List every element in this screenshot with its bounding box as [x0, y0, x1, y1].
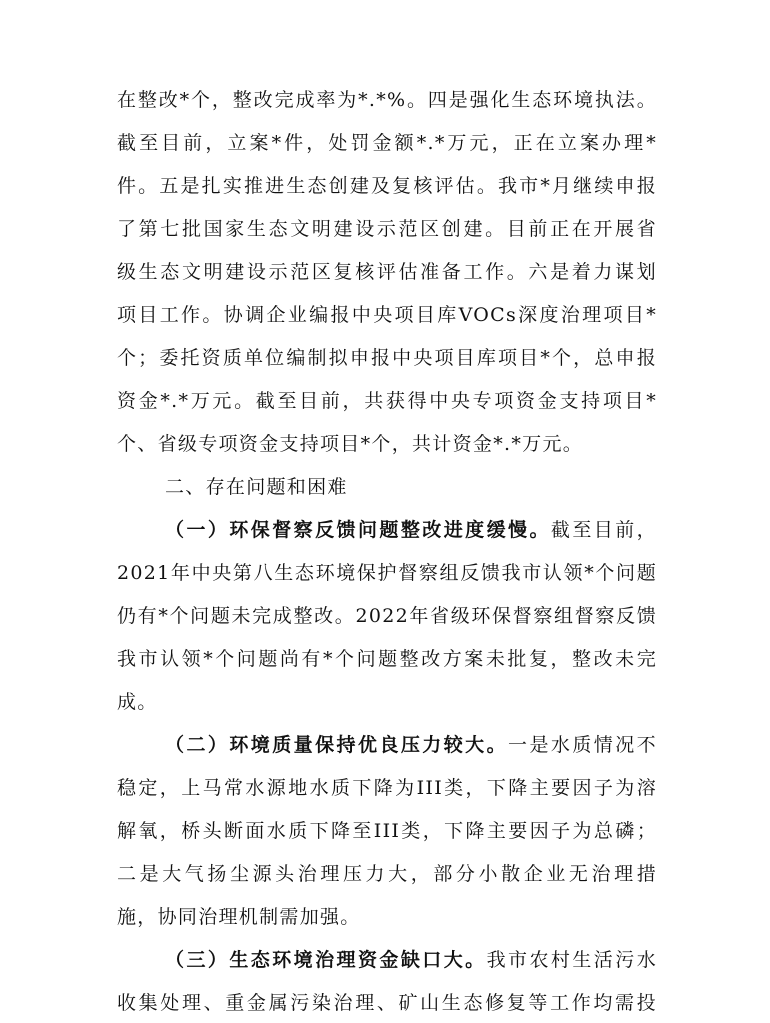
- text-line: 收集处理、重金属污染治理、矿山生态修复等工作均需投: [117, 992, 657, 1014]
- text-line: 截至目前，立案*件，处罚金额*.*万元，正在立案办理*: [117, 132, 657, 154]
- section-heading: 二、存在问题和困难: [165, 476, 348, 498]
- text-line: 仍有*个问题未完成整改。2022年省级环保督察组督察反馈: [117, 605, 657, 627]
- text-line: 2021年中央第八生态环境保护督察组反馈我市认领*个问题: [117, 562, 657, 584]
- text-line: 二是大气扬尘源头治理压力大，部分小散企业无治理措: [117, 863, 657, 885]
- paragraph-first-line: [165, 725, 657, 765]
- text-line: 在整改*个，整改完成率为*.*%。四是强化生态环境执法。: [117, 89, 657, 111]
- paragraph-lead: 一是水质情况不: [508, 734, 657, 756]
- text-line: 解氧，桥头断面水质下降至III类，下降主要因子为总磷；: [117, 820, 657, 842]
- text-line: 稳定，上马常水源地水质下降为III类，下降主要因子为溶: [117, 777, 657, 799]
- text-line: 项目工作。协调企业编报中央项目库VOCs深度治理项目*: [117, 304, 657, 326]
- text-line: 施，协同治理机制需加强。: [117, 906, 361, 928]
- paragraph-lead: 我市农村生活污水: [486, 949, 657, 971]
- paragraph-first-line: [165, 510, 657, 550]
- paragraph-heading: （一）环保督察反馈问题整改进度缓慢。: [165, 519, 551, 541]
- text-line: 个；委托资质单位编制拟申报中央项目库项目*个，总申报: [117, 347, 657, 369]
- paragraph-lead: 截至目前，: [550, 519, 657, 541]
- paragraph-heading: （二）环境质量保持优良压力较大。: [165, 734, 509, 756]
- text-line: 成。: [117, 691, 158, 713]
- text-line: 级生态文明建设示范区复核评估准备工作。六是着力谋划: [117, 261, 657, 283]
- text-line: 个、省级专项资金支持项目*个，共计资金*.*万元。: [117, 433, 584, 455]
- text-line: 我市认领*个问题尚有*个问题整改方案未批复，整改未完: [117, 648, 657, 670]
- paragraph-heading: （三）生态环境治理资金缺口大。: [165, 949, 487, 971]
- text-line: 了第七批国家生态文明建设示范区创建。目前正在开展省: [117, 218, 657, 240]
- paragraph-first-line: [165, 940, 657, 980]
- text-line: 资金*.*万元。截至目前，共获得中央专项资金支持项目*: [117, 390, 657, 412]
- text-line: 件。五是扎实推进生态创建及复核评估。我市*月继续申报: [117, 175, 657, 197]
